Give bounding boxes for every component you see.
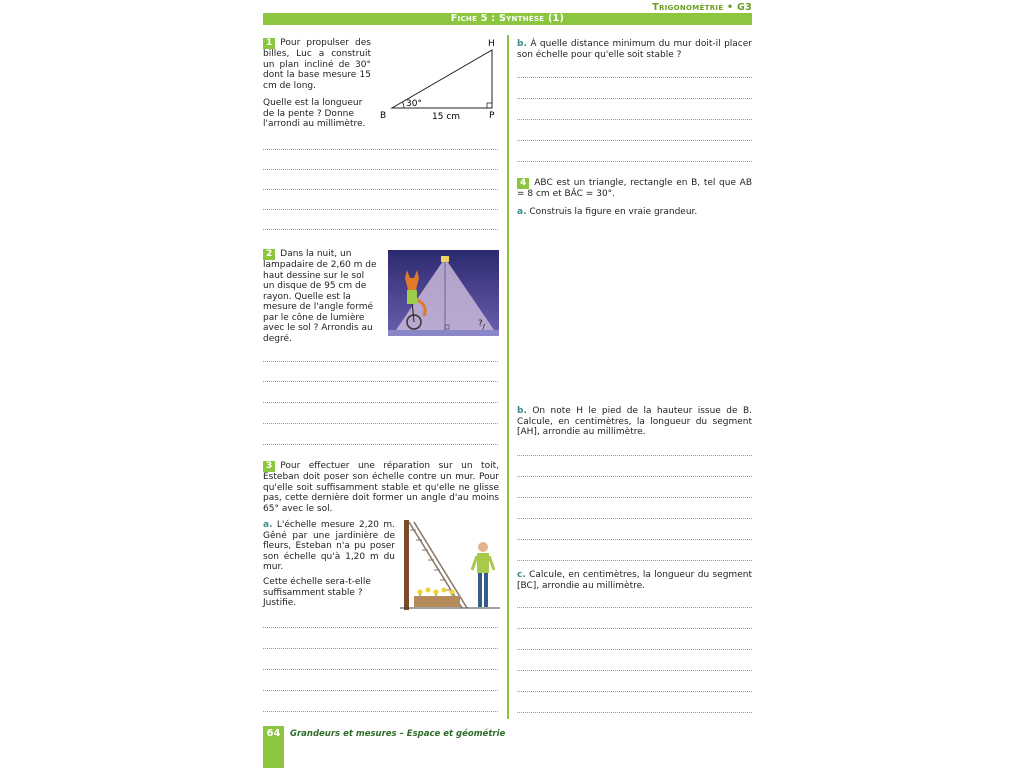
exercise-4-intro [517,178,752,200]
answer-line [263,711,498,712]
answer-line [517,539,752,540]
answer-line [263,669,498,670]
answer-line [517,518,752,519]
chapter-title: Trigonométrie • G3 [652,2,752,13]
exercise-4c-statement: Calcule, en centimètres, la longueur du segment [BC], arrondie au millimètre. [517,570,752,591]
answer-line [263,361,498,362]
part-a-label: a. [263,520,273,530]
sheet-title: Fiche 5 : Synthèse (1) [450,13,565,24]
answer-line [517,607,752,608]
answer-line [517,670,752,671]
streetlight-illustration [388,250,499,336]
exercise-1-number: 1 [263,38,275,49]
answer-line [517,649,752,650]
answer-line [263,169,498,170]
answer-line [517,140,752,141]
angle-label: 30° [406,99,422,109]
exercise-1-statement: Pour propulser des billes, Luc a construit un plan incliné de 30° dont la base mesure 15 cm de long. [263,38,371,91]
exercise-4-statement: ABC est un triangle, rectangle en B, tel que AB = 8 cm et BÂC = 30°. [517,178,752,199]
part-c-label: c. [517,570,526,580]
ladder-illustration [400,520,500,612]
column-divider [507,35,509,719]
exercise-3b-statement: À quelle distance minimum du mur doit-il placer son échelle pour qu'elle soit stable ? [517,39,752,60]
exercise-4c-text [517,570,752,591]
answer-line [263,209,498,210]
exercise-3b-text [517,39,752,60]
answer-line [517,98,752,99]
part-b-label: b. [517,39,527,49]
answer-line [263,149,498,150]
answer-line [517,455,752,456]
exercise-4-number: 4 [517,178,529,189]
exercise-3-number: 3 [263,461,275,472]
person-esteban [472,542,494,607]
answer-line [263,402,498,403]
exercise-3a-question: Cette échelle sera-t-elle suffisamment stable ? Justifie. [263,577,371,608]
exercise-4b-text [517,406,752,438]
answer-line [517,560,752,561]
answer-line [263,189,498,190]
inclined-plane-figure [375,36,505,124]
vertex-h-label: H [488,39,495,49]
part-a-label: a. [517,207,527,217]
answer-line [263,423,498,424]
exercise-1-text-a [263,38,371,91]
answer-line [263,381,498,382]
exercise-2-text [263,249,377,344]
vertex-p-label: P [489,111,495,121]
vertex-b-label: B [380,111,387,121]
answer-line [263,444,498,445]
exercise-4b-statement: On note H le pied de la hauteur issue de B. Calcule, en centimètres, la longueur du segment [AH], arrondie au millimètre. [517,406,752,437]
flowers [418,588,455,597]
answer-line [517,119,752,120]
exercise-2-number: 2 [263,249,275,260]
answer-line [517,497,752,498]
exercise-2-statement: Dans la nuit, un lampadaire de 2,60 m de haut dessine sur le sol un disque de 95 cm de rayon. Quelle est la mesure de l'angle formé par le cône de lumière avec le sol ? Arrondis au degré. [263,249,377,344]
exercise-3a-text [263,520,395,573]
page-number: 64 [263,726,284,768]
answer-line [517,476,752,477]
exercise-3a-statement: L'échelle mesure 2,20 m. Gêné par une jardinière de fleurs, Esteban n'a pu poser son échelle qu'à 1,20 m du mur. [263,520,395,572]
answer-line [517,161,752,162]
footer-section-title: Grandeurs et mesures – Espace et géométrie [290,729,506,739]
part-b-label: b. [517,406,527,416]
exercise-4a-statement: Construis la figure en vraie grandeur. [529,207,698,217]
answer-line [263,627,498,628]
answer-line [517,712,752,713]
answer-line [263,648,498,649]
angle-question-mark: ? [478,319,483,329]
exercise-1-question: Quelle est la longueur de la pente ? Donne l'arrondi au millimètre. [263,98,366,129]
answer-line [517,691,752,692]
exercise-3-statement: Pour effectuer une réparation sur un toit, Esteban doit poser son échelle contre un mur. Pour qu'elle soit suffisamment stable et qu'elle ne glisse pas, cette dernière doit former un angle d'au moins 65° avec le sol. [263,461,499,514]
exercise-4a-text [517,207,752,218]
answer-line [263,690,498,691]
answer-line [517,77,752,78]
exercise-3-intro [263,461,499,514]
base-label: 15 cm [432,112,461,122]
sheet-banner [263,13,752,25]
answer-line [517,628,752,629]
answer-line [263,229,498,230]
